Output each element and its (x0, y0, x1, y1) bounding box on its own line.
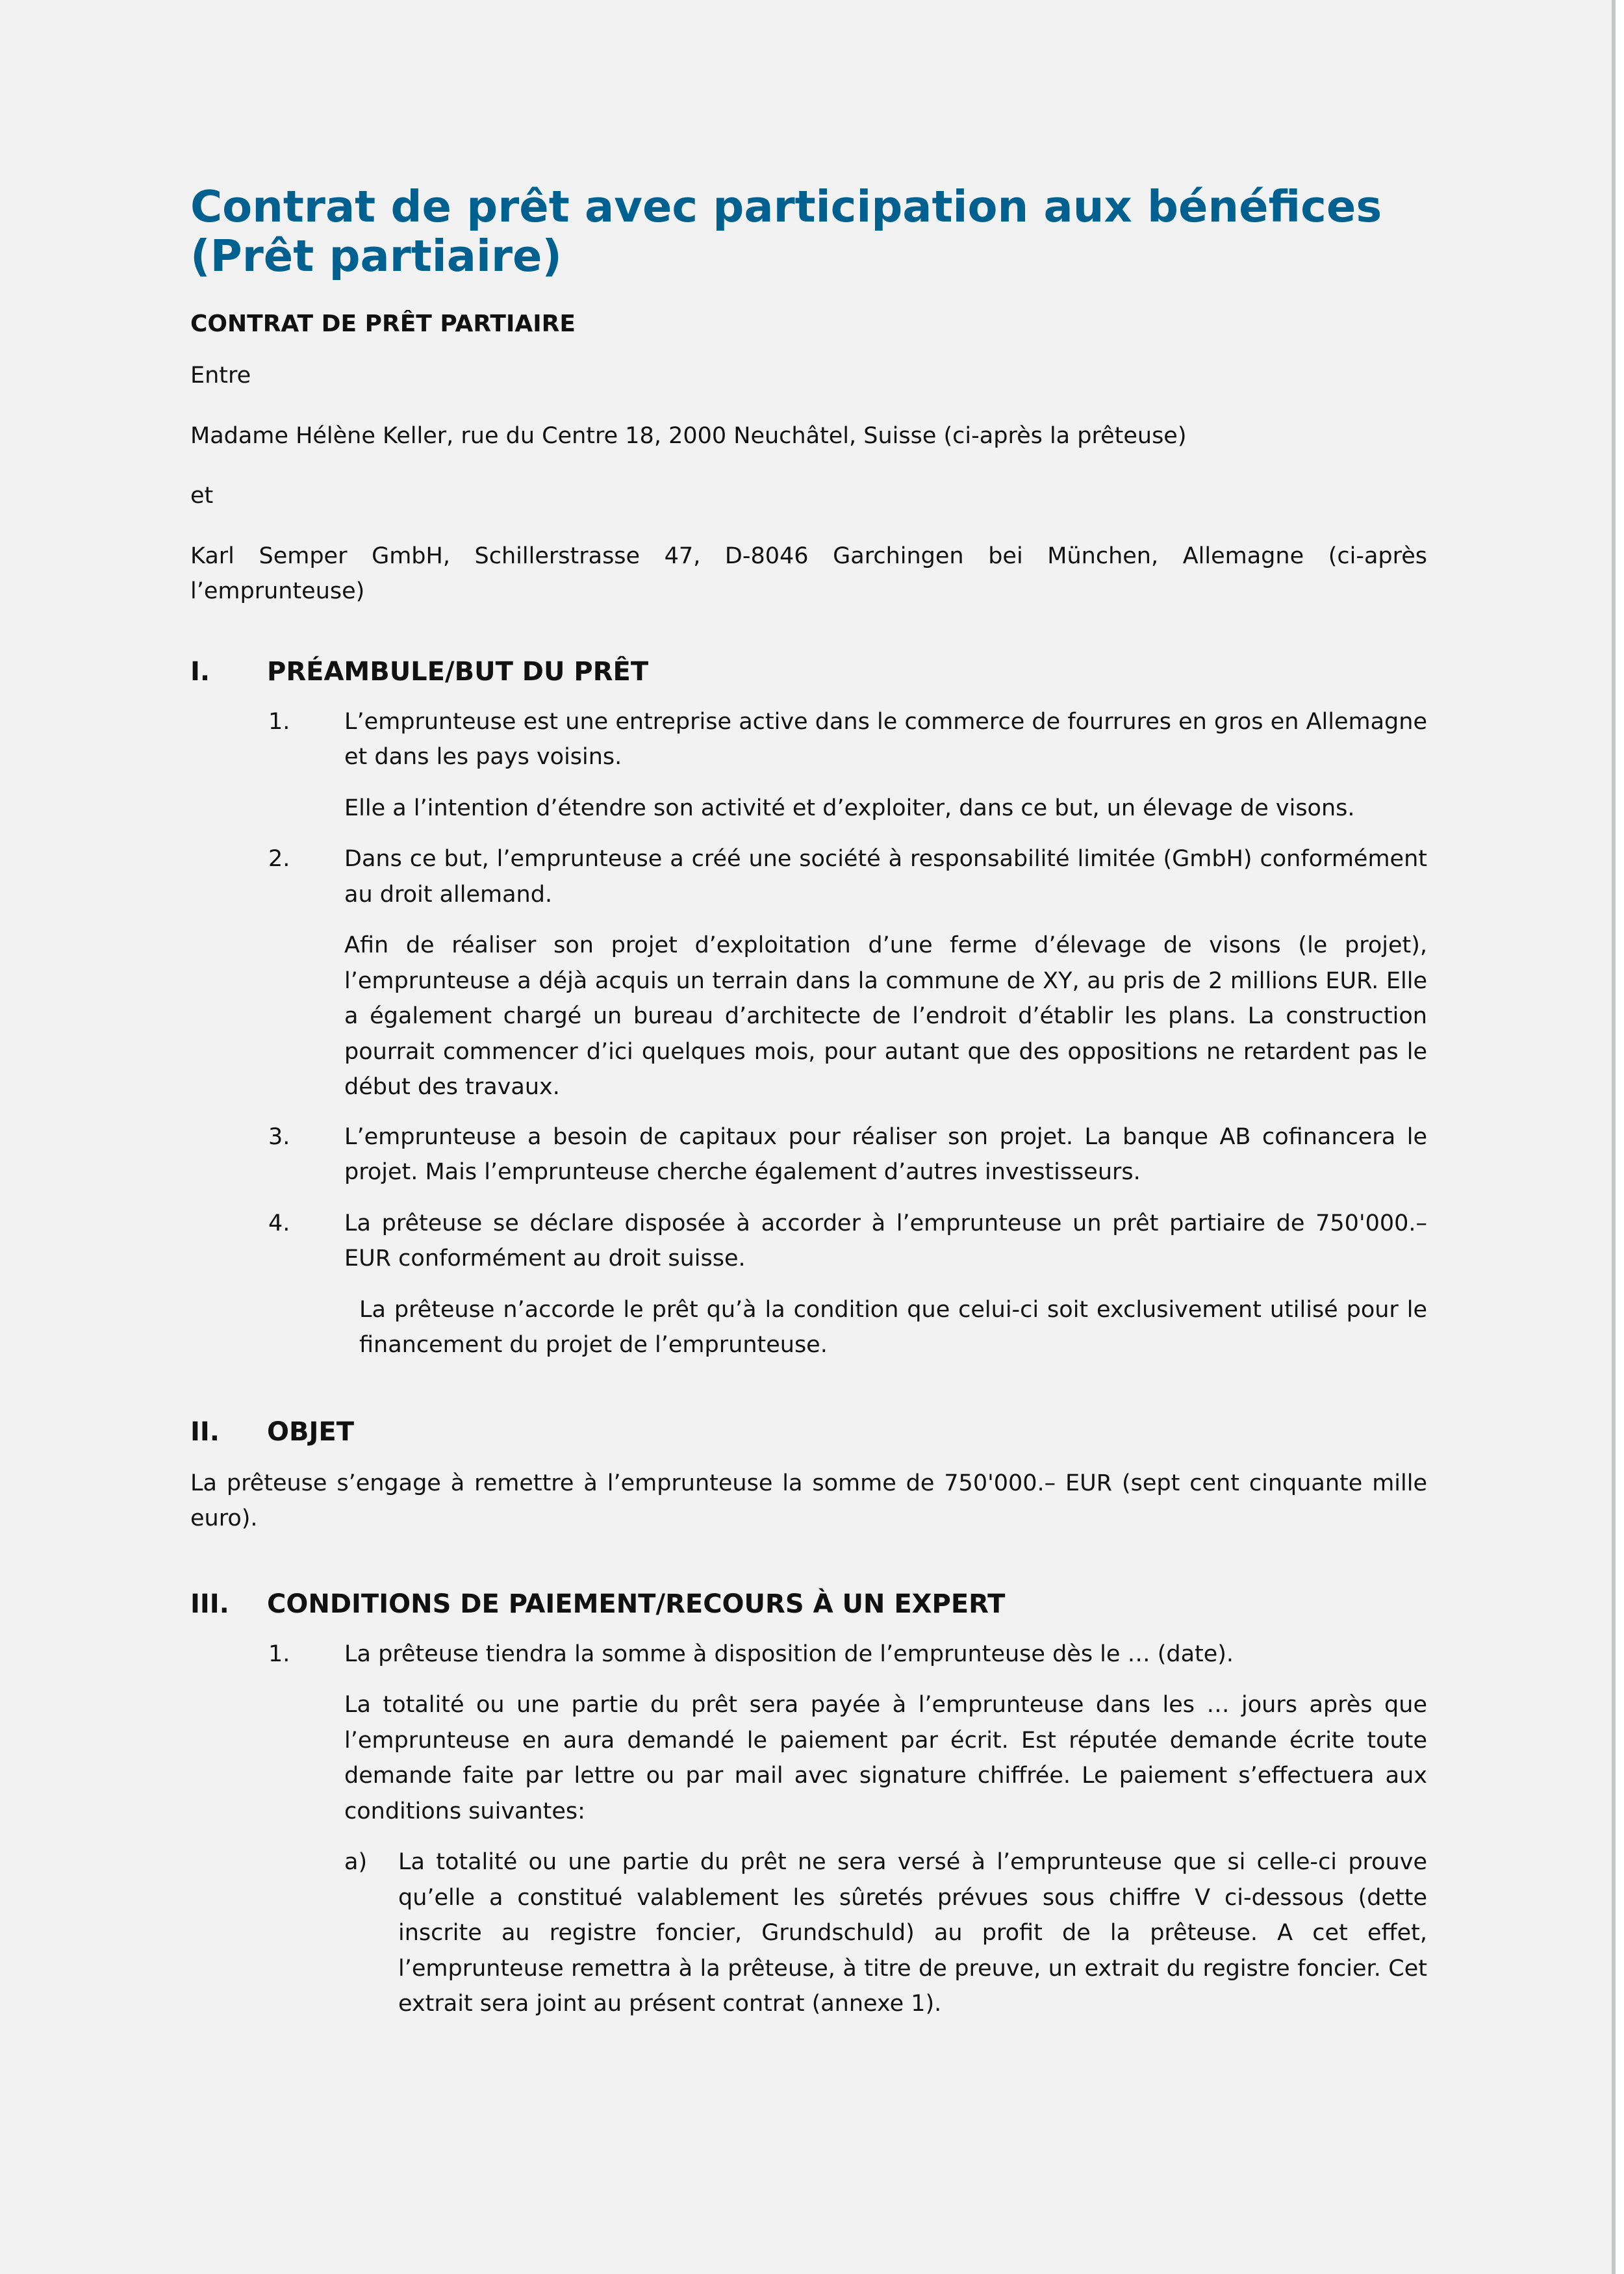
section-heading-1 (190, 654, 1427, 690)
sub-item (344, 1845, 1427, 2022)
item-number: 2. (268, 846, 290, 872)
list-item (268, 841, 1427, 1105)
and-label: et (190, 483, 214, 509)
between-label: Entre (190, 363, 251, 389)
section-title: PRÉAMBULE/BUT DU PRÊT (267, 656, 649, 687)
title-line-1: Contrat de prêt avec participation aux bénéfices (190, 181, 1382, 232)
item-text: L’emprunteuse est une entreprise active dans le commerce de fourrures en gros en Allemagne et dans les pays voisins. (344, 708, 1427, 770)
item-number: 3. (268, 1123, 290, 1150)
section-title: OBJET (267, 1416, 354, 1447)
item-number: 4. (268, 1210, 290, 1236)
contract-subtitle: CONTRAT DE PRÊT PARTIAIRE (190, 311, 576, 337)
item-number: 1. (268, 1641, 290, 1667)
party-lender: Madame Hélène Keller, rue du Centre 18, 2000 Neuchâtel, Suisse (ci-après la prêteuse) (190, 422, 1187, 449)
document-title (190, 182, 1427, 281)
list-item (268, 704, 1427, 826)
list-item (268, 1637, 1427, 1830)
document-content (190, 0, 1427, 2022)
section-text: La prêteuse s’engage à remettre à l’emprunteuse la somme de 750'000.– EUR (sept cent cinquante mille euro). (190, 1470, 1427, 1531)
item-text: L’emprunteuse a besoin de capitaux pour réaliser son projet. La banque AB cofinancera le projet. Mais l’emprunteuse cherche également d’autres investisseurs. (344, 1123, 1427, 1185)
item-extra-text: Elle a l’intention d’étendre son activité et d’exploiter, dans ce but, un élevage de visons. (344, 795, 1355, 821)
section-number: III. (190, 1589, 229, 1619)
item-extra-text: Afin de réaliser son projet d’exploitation d’une ferme d’élevage de visons (le projet), l’emprunteuse a déjà acquis un terrain dans la commune de XY, au pris de 2 millions EUR. Elle a également chargé un bureau d’architecte de l’endroit d’établir les plans. La construction pourrait commencer d’ici quelques mois, pour autant que des oppositions ne retardent pas le début des travaux. (344, 932, 1427, 1100)
item-text: La prêteuse se déclare disposée à accorder à l’emprunteuse un prêt partiaire de 750'000.– EUR conformément au droit suisse. (344, 1210, 1427, 1271)
item-extra-text: La totalité ou une partie du prêt sera payée à l’emprunteuse dans les … jours après que l’emprunteuse en aura demandé le paiement par écrit. Est réputée demande écrite toute demande faite par lettre ou par mail avec signature chiffrée. Le paiement s’effectuera aux conditions suivantes: (344, 1692, 1427, 1824)
title-line-2: (Prêt partiaire) (190, 231, 563, 281)
sub-item-text: La totalité ou une partie du prêt ne sera versé à l’emprunteuse que si celle-ci prouve qu’elle a constitué valablement les sûretés prévues sous chiffre V ci-dessous (dette inscrite au registre foncier, Grundschuld) au profit de la prêteuse. A cet effet, l’emprunteuse remettra à la prêteuse, à titre de preuve, un extrait du registre foncier. Cet extrait sera joint au présent contrat (annexe 1). (398, 1849, 1427, 2017)
list-item (268, 1206, 1427, 1277)
item-text: La prêteuse tiendra la somme à disposition de l’emprunteuse dès le … (date). (344, 1641, 1234, 1667)
window-edge (1616, 0, 1624, 2274)
sub-item-label: a) (344, 1849, 368, 1875)
section-heading-3 (190, 1586, 1427, 1622)
section-title: CONDITIONS DE PAIEMENT/RECOURS À UN EXPERT (267, 1589, 1006, 1619)
list-item (268, 1119, 1427, 1190)
party-borrower: Karl Semper GmbH, Schillerstrasse 47, D-8046 Garchingen bei München, Allemagne (ci-après l’emprunteuse) (190, 543, 1427, 604)
item-number: 1. (268, 708, 290, 735)
item-extra-text: La prêteuse n’accorde le prêt qu’à la condition que celui-ci soit exclusivement utilisé pour le financement du projet de l’emprunteuse. (359, 1296, 1427, 1358)
section-heading-2 (190, 1414, 1427, 1450)
item-text: Dans ce but, l’emprunteuse a créé une société à responsabilité limitée (GmbH) conformément au droit allemand. (344, 846, 1427, 908)
section-number: I. (190, 656, 210, 687)
section-number: II. (190, 1416, 220, 1447)
